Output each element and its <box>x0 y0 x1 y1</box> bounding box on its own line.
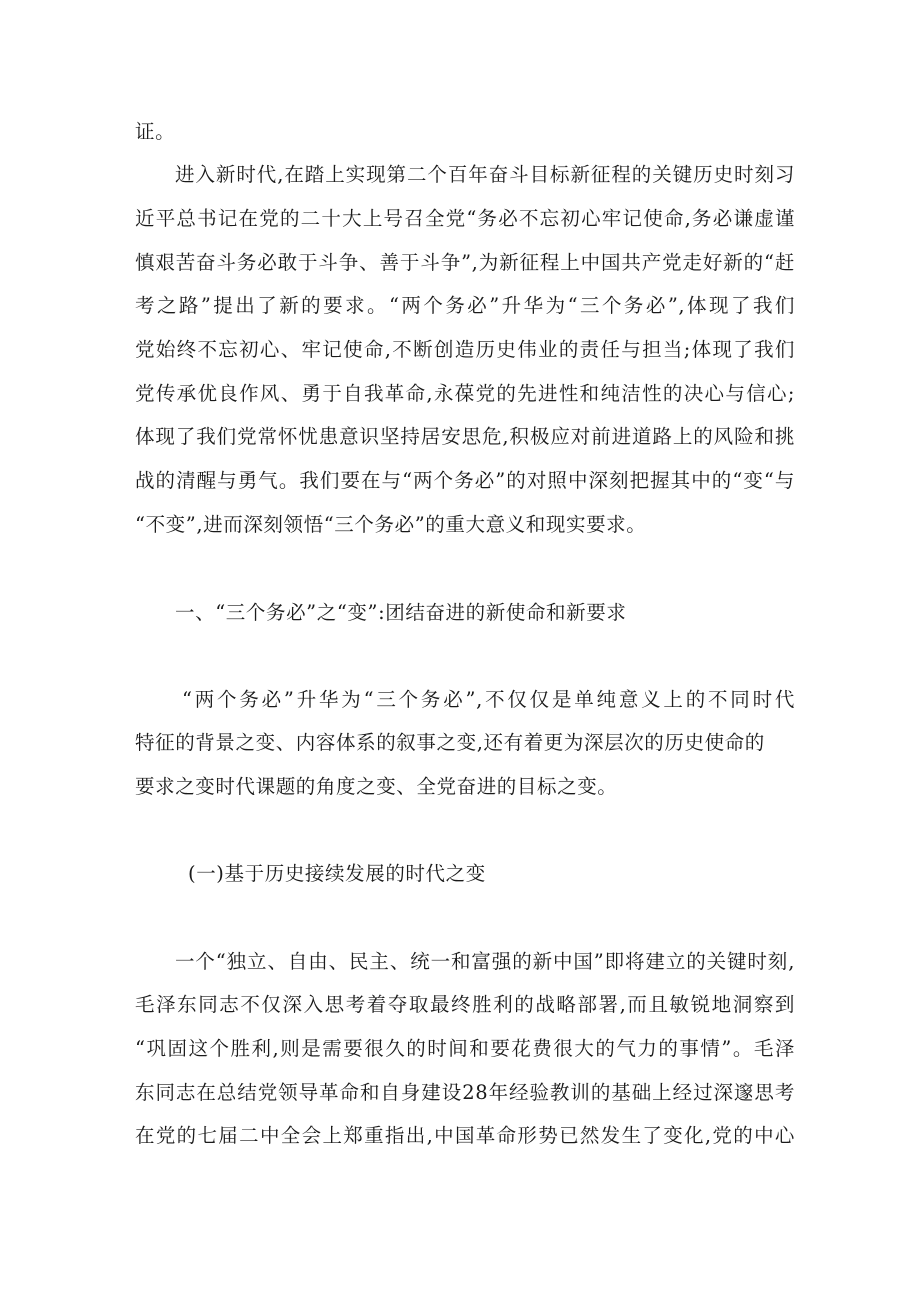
text-line: “两个务必”升华为“三个务必”,不仅仅是单纯意义上的不同时代 <box>182 688 795 711</box>
text-line: 一个“独立、自由、民主、统一和富强的新中国”即将建立的关键时刻, <box>175 950 795 973</box>
text-line: 在党的七届二中全会上郑重指出,中国革命形势已然发生了变化,党的中心 <box>135 1124 795 1147</box>
text-line: “巩固这个胜利,则是需要很久的时间和要花费很大的气力的事情”。毛泽 <box>135 1037 795 1060</box>
text-line: 近平总书记在党的二十大上号召全党“务必不忘初心牢记使命,务必谦虚谨 <box>135 207 795 230</box>
text-line: 考之路”提出了新的要求。“两个务必”升华为“三个务必”,体现了我们 <box>135 294 795 317</box>
text-line: 体现了我们党常怀忧患意识坚持居安思危,积极应对前进道路上的风险和挑 <box>135 425 795 448</box>
text-line: “不变”,进而深刻领悟“三个务必”的重大意义和现实要求。 <box>135 513 647 536</box>
text-line: 党始终不忘初心、牢记使命,不断创造历史伟业的责任与担当;体现了我们 <box>135 338 795 361</box>
text-line: 战的清醒与勇气。我们要在与“两个务必”的对照中深刻把握其中的“变“与 <box>135 469 795 492</box>
subsection-heading: (一)基于历史接续发展的时代之变 <box>188 862 486 885</box>
text-line: 要求之变时代课题的角度之变、全党奋进的目标之变。 <box>135 775 618 798</box>
text-line: 进入新时代,在踏上实现第二个百年奋斗目标新征程的关键历史时刻习 <box>175 163 795 186</box>
section-heading: 一、“三个务必”之“变”:团结奋进的新使命和新要求 <box>175 601 627 624</box>
text-line: 证。 <box>135 120 176 143</box>
text-line: 毛泽东同志不仅深入思考着夺取最终胜利的战略部署,而且敏锐地洞察到 <box>135 993 795 1016</box>
text-line: 党传承优良作风、勇于自我革命,永葆党的先进性和纯洁性的决心与信心; <box>135 382 795 405</box>
text-line: 特征的背景之变、内容体系的叙事之变,还有着更为深层次的历史使命的 <box>135 731 765 754</box>
text-line: 东同志在总结党领导革命和自身建设28年经验教训的基础上经过深邃思考 <box>135 1081 795 1104</box>
text-line: 慎艰苦奋斗务必敢于斗争、善于斗争”,为新征程上中国共产党走好新的“赶 <box>135 251 795 274</box>
